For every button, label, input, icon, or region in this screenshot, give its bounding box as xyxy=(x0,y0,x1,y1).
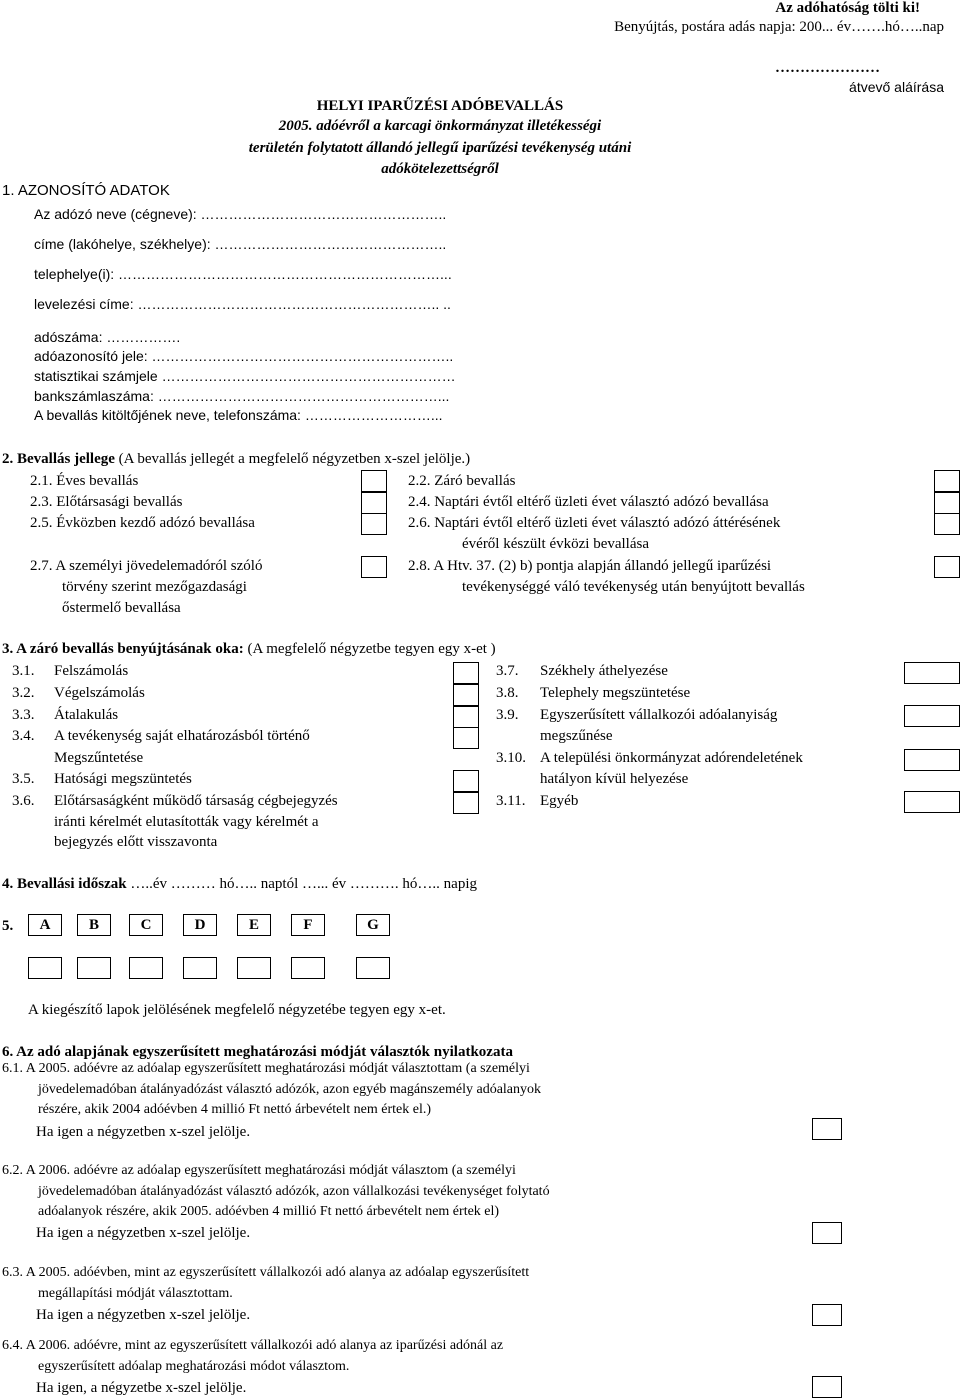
opt-2-6-label-cont: évéről készült évközi bevallása xyxy=(462,536,650,552)
taxpayer-name-field[interactable]: Az adózó neve (cégneve): …………………………………………….. xyxy=(34,206,447,222)
mailing-address-field[interactable]: levelezési címe: ……………………………………………………….. .. xyxy=(34,296,451,312)
declaration-6-4-line2: egyszerűsített adóalap meghatározási módot választom. xyxy=(38,1359,350,1374)
reason-3-4-num: 3.4. xyxy=(12,728,35,744)
reason-3-2-num: 3.2. xyxy=(12,685,35,701)
checkbox-3-1[interactable] xyxy=(453,662,479,684)
supplement-letter-e: E xyxy=(237,914,271,936)
declaration-6-4-instruction: Ha igen, a négyzetbe x-szel jelölje. xyxy=(36,1380,247,1396)
reason-3-10-num: 3.10. xyxy=(496,750,526,766)
declaration-6-1-line2: jövedelemadóban átalányadózást választó adózók, azon egyéb magánszemély adóalanyok xyxy=(38,1082,542,1097)
submission-date-line[interactable]: Benyújtás, postára adás napja: 200... év…….hó…..nap xyxy=(614,19,944,35)
checkbox-2-2[interactable] xyxy=(934,470,960,492)
reason-3-6-label-cont1: iránti kérelmét elutasították vagy kérelmét a xyxy=(54,814,319,830)
reason-3-10-label-cont: hatályon kívül helyezése xyxy=(540,771,689,787)
supplement-checkbox-a[interactable] xyxy=(28,957,62,979)
opt-2-1-label: 2.1. Éves bevallás xyxy=(30,473,139,489)
checkbox-3-6[interactable] xyxy=(453,792,479,814)
supplement-checkbox-d[interactable] xyxy=(183,957,217,979)
supplement-letter-a: A xyxy=(28,914,62,936)
form-subtitle-3: adókötelezettségről xyxy=(381,161,499,177)
opt-2-8-label: 2.8. A Htv. 37. (2) b) pontja alapján állandó jellegű iparűzési xyxy=(408,558,772,574)
checkbox-3-9[interactable] xyxy=(904,705,960,727)
reason-3-7-label: Székhely áthelyezése xyxy=(540,663,668,679)
checkbox-6-3[interactable] xyxy=(812,1304,842,1326)
tax-id-field[interactable]: adóazonosító jele: ……………………………………………………….. xyxy=(34,348,454,364)
declaration-6-1-line3: részére, akik 2004 adóévben 4 millió Ft nettó árbevételt nem értek el.) xyxy=(38,1102,432,1117)
reason-3-6-num: 3.6. xyxy=(12,793,35,809)
declaration-6-2-line2: jövedelemadóban átalányadózást választó adózók, azon vállalkozási tevékenységet folytató xyxy=(38,1184,550,1199)
reason-3-8-label: Telephely megszüntetése xyxy=(540,685,691,701)
section3-instruction: (A megfelelő négyzetbe tegyen egy x-et ) xyxy=(243,641,496,657)
checkbox-2-3[interactable] xyxy=(361,492,387,514)
reason-3-10-label: A települési önkormányzat adórendeletének xyxy=(540,750,803,766)
opt-2-7-label-cont1: törvény szerint mezőgazdasági xyxy=(62,579,247,595)
declaration-6-1-instruction: Ha igen a négyzetben x-szel jelölje. xyxy=(36,1124,251,1140)
section4-heading: 4. Bevallási időszak xyxy=(2,876,127,892)
reason-3-9-label-cont: megszűnése xyxy=(540,728,613,744)
reason-3-3-num: 3.3. xyxy=(12,707,35,723)
section2-instruction: (A bevallás jellegét a megfelelő négyzetben x-szel jelölje.) xyxy=(114,451,471,467)
address-field[interactable]: címe (lakóhelye, székhelye): ………………………………………….. xyxy=(34,236,447,252)
checkbox-3-4[interactable] xyxy=(453,727,479,749)
reason-3-1-num: 3.1. xyxy=(12,663,35,679)
opt-2-2-label: 2.2. Záró bevallás xyxy=(408,473,516,489)
supplement-checkbox-g[interactable] xyxy=(356,957,390,979)
declaration-6-3-line1: 6.3. A 2005. adóévben, mint az egyszerűsített vállalkozói adó alanya az adóalap egyszerűsített xyxy=(2,1265,530,1280)
supplement-letter-d: D xyxy=(183,914,217,936)
opt-2-5-label: 2.5. Évközben kezdő adózó bevallása xyxy=(30,515,255,531)
supplement-letter-c: C xyxy=(129,914,163,936)
checkbox-2-5[interactable] xyxy=(361,513,387,535)
opt-2-6-label: 2.6. Naptári évtől eltérő üzleti évet választó adózó áttérésének xyxy=(408,515,781,531)
section1-heading: 1. AZONOSÍTÓ ADATOK xyxy=(2,182,170,199)
checkbox-6-1[interactable] xyxy=(812,1118,842,1140)
opt-2-7-label-cont2: őstermelő bevallása xyxy=(62,600,181,616)
reason-3-9-label: Egyszerűsített vállalkozói adóalanyiság xyxy=(540,707,778,723)
supplement-note: A kiegészítő lapok jelölésének megfelelő négyzetébe tegyen egy x-et. xyxy=(28,1002,446,1018)
reason-3-11-label: Egyéb xyxy=(540,793,579,809)
reason-3-3-label: Átalakulás xyxy=(54,707,119,723)
checkbox-3-3[interactable] xyxy=(453,706,479,728)
section2-heading xyxy=(2,451,470,468)
reason-3-4-label-cont: Megszűntetése xyxy=(54,750,144,766)
reason-3-1-label: Felszámolás xyxy=(54,663,129,679)
tax-number-field[interactable]: adószáma: ……………. xyxy=(34,329,181,345)
supplement-checkbox-e[interactable] xyxy=(237,957,271,979)
signature-label: átvevő aláírása xyxy=(849,79,944,95)
reason-3-11-num: 3.11. xyxy=(496,793,526,809)
opt-2-8-label-cont: tevékenységgé váló tevékenység után benyújtott bevallás xyxy=(462,579,805,595)
checkbox-2-7[interactable] xyxy=(361,556,387,578)
declaration-6-2-line3: adóalanyok részére, akik 2005. adóévben 4 millió Ft nettó árbevételt nem értek el) xyxy=(38,1204,500,1219)
reason-3-5-num: 3.5. xyxy=(12,771,35,787)
declaration-6-1-line1: 6.1. A 2005. adóévre az adóalap egyszerűsített meghatározási módját választottam (a személyi xyxy=(2,1061,530,1076)
checkbox-3-7[interactable] xyxy=(904,662,960,684)
opt-2-3-label: 2.3. Előtársasági bevallás xyxy=(30,494,183,510)
checkbox-3-10[interactable] xyxy=(904,749,960,771)
signature-dots[interactable]: ………………… xyxy=(775,60,880,76)
opt-2-7-label: 2.7. A személyi jövedelemadóról szóló xyxy=(30,558,263,574)
reason-3-7-num: 3.7. xyxy=(496,663,519,679)
checkbox-6-4[interactable] xyxy=(812,1376,842,1398)
reason-3-6-label-cont2: bejegyzés előtt visszavonta xyxy=(54,834,218,850)
statistical-code-field[interactable]: statisztikai számjele ……………………………………………………… xyxy=(34,368,456,384)
supplement-letter-b: B xyxy=(77,914,111,936)
supplement-letter-f: F xyxy=(291,914,325,936)
section4-line xyxy=(2,876,477,893)
reason-3-9-num: 3.9. xyxy=(496,707,519,723)
opt-2-4-label: 2.4. Naptári évtől eltérő üzleti évet választó adózó bevallása xyxy=(408,494,769,510)
declaration-6-4-line1: 6.4. A 2006. adóévre, mint az egyszerűsített vállalkozói adó alanya az iparűzési adónál az xyxy=(2,1338,504,1353)
section6-heading: 6. Az adó alapjának egyszerűsített meghatározási módját választók nyilatkozata xyxy=(2,1044,513,1060)
reason-3-4-label: A tevékenység saját elhatározásból történő xyxy=(54,728,310,744)
declaration-6-3-line2: megállapítási módját választottam. xyxy=(38,1286,233,1301)
section5-num: 5. xyxy=(2,918,14,934)
form-subtitle-2: területén folytatott állandó jellegű iparűzési tevékenység utáni xyxy=(248,140,632,156)
checkbox-2-8[interactable] xyxy=(934,556,960,578)
checkbox-2-4[interactable] xyxy=(934,492,960,514)
section2-num: 2. xyxy=(2,451,14,467)
checkbox-6-2[interactable] xyxy=(812,1222,842,1244)
declaration-6-2-instruction: Ha igen a négyzetben x-szel jelölje. xyxy=(36,1225,251,1241)
supplement-checkbox-b[interactable] xyxy=(77,957,111,979)
declaration-6-2-line1: 6.2. A 2006. adóévre az adóalap egyszerűsített meghatározási módját választom (a személyi xyxy=(2,1163,516,1178)
section3-heading xyxy=(2,641,496,658)
filler-name-phone-field[interactable]: A bevallás kitöltőjének neve, telefonszáma: ………………………... xyxy=(34,407,443,423)
supplement-checkbox-c[interactable] xyxy=(129,957,163,979)
form-title: HELYI IPARŰZÉSI ADÓBEVALLÁS xyxy=(316,98,564,114)
reason-3-6-label: Előtársaságként működő társaság cégbejegyzés xyxy=(54,793,338,809)
checkbox-3-5[interactable] xyxy=(453,770,479,792)
section2-title: Bevallás jellege xyxy=(17,451,115,467)
period-field[interactable]: …..év ……… hó….. naptól …... év ………. hó….. napig xyxy=(126,876,477,892)
reason-3-2-label: Végelszámolás xyxy=(54,685,145,701)
authority-note: Az adóhatóság tölti ki! xyxy=(775,0,920,16)
checkbox-3-2[interactable] xyxy=(453,684,479,706)
checkbox-2-1[interactable] xyxy=(361,470,387,492)
bank-account-field[interactable]: bankszámlaszáma: ……………………………………………………... xyxy=(34,388,450,404)
checkbox-3-11[interactable] xyxy=(904,791,960,813)
form-subtitle-1: 2005. adóévről a karcagi önkormányzat illetékességi xyxy=(278,118,602,134)
checkbox-2-6[interactable] xyxy=(934,513,960,535)
section3-title: 3. A záró bevallás benyújtásának oka: xyxy=(2,641,244,657)
declaration-6-3-instruction: Ha igen a négyzetben x-szel jelölje. xyxy=(36,1307,251,1323)
supplement-checkbox-f[interactable] xyxy=(291,957,325,979)
premises-field[interactable]: telephelye(i): ……………………………………………………………... xyxy=(34,266,452,282)
supplement-letter-g: G xyxy=(356,914,390,936)
reason-3-8-num: 3.8. xyxy=(496,685,519,701)
reason-3-5-label: Hatósági megszüntetés xyxy=(54,771,192,787)
